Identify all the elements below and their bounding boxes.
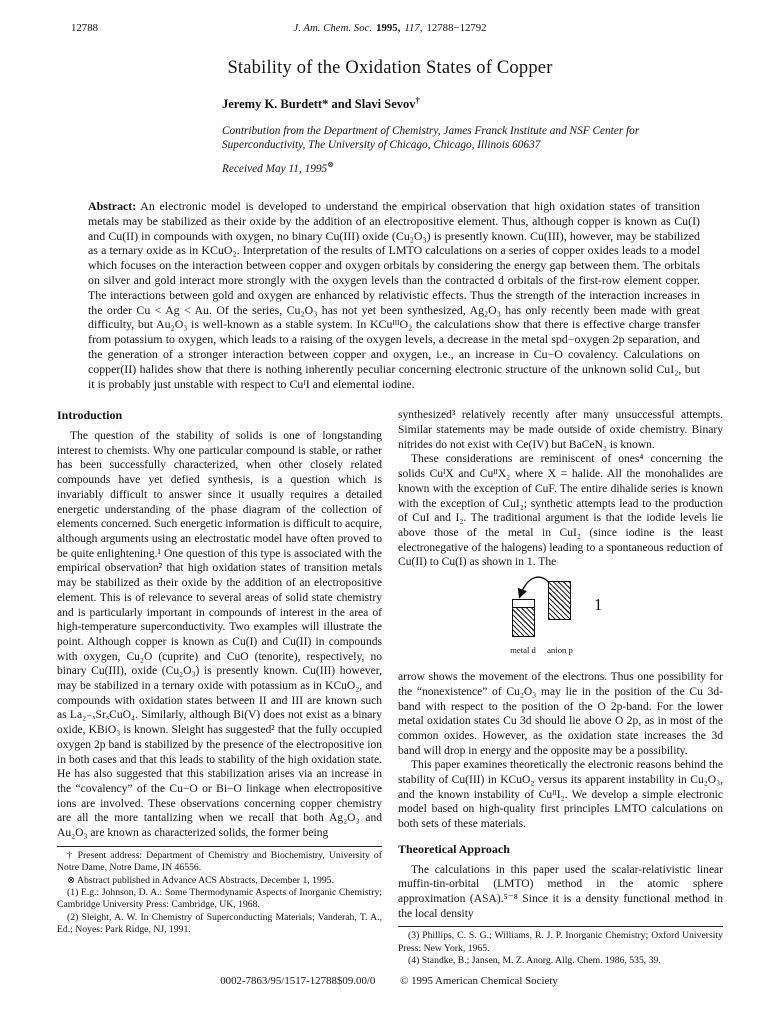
anion-p-label: anion p: [547, 645, 573, 656]
article-code: 0002-7863/95/1517-12788$09.00/0: [220, 975, 376, 987]
author-dagger-mark: †: [415, 94, 420, 105]
copyright-notice: © 1995 American Chemical Society: [400, 975, 558, 987]
journal-citation: [57, 22, 723, 34]
footnote-ref-1: (1) E.g.: Johnson, D. A.: Some Thermodynamic Aspects of Inorganic Chemistry; Cambridge University Press: Cambridge, UK, 1968.: [57, 886, 382, 911]
metal-d-band-box: [512, 599, 535, 637]
left-column: [57, 408, 382, 967]
scheme-number: 1: [594, 595, 603, 615]
footnote-abstract-published: ⊗ Abstract published in Advance ACS Abstracts, December 1, 1995.: [67, 874, 334, 886]
body-paragraph-halides: These considerations are reminiscent of ones⁴ concerning the solids CuᴵX and CuᴵᴵX₂ where X = halide. All the monohalides are known with the exception of CuF. The entire dihalide series is known with the exception of CuI₂; synthetic attempts lead to the production of CuI and I₂. The traditional argument is that the iodide levels lie above those of the metal in CuI₂ (since iodine is the least electronegative of the halogens) leading to a spontaneous reduction of Cu(II) to Cu(I) as shown in 1. The: [398, 453, 723, 569]
abstract-published-mark: ⊗: [327, 160, 334, 170]
author-names: Jeremy K. Burdett* and Slavi Sevov: [222, 97, 416, 111]
footnote-present-address: † Present address: Department of Chemistry and Biochemistry, University of Notre Dame, Notre Dame, IN 46556.: [57, 849, 382, 874]
body-paragraph-this-paper: This paper examines theoretically the electronic reasons behind the stability of Cu(III) in KCuO₂ versus its apparent instability in Cu₂O₃, and the known instability of CuᴵᴵI₂. We develop a simple electronic model based on high-quality first principles LMTO calculations on both sets of these materials.: [398, 759, 723, 831]
article-title: Stability of the Oxidation States of Copper: [227, 58, 553, 78]
section-heading-theoretical-approach: Theoretical Approach: [398, 841, 510, 856]
body-paragraph-arrow: arrow shows the movement of the electrons. Thus one possibility for the “nonexistence” of Cu₂O₃ may lie in the position of the Cu 3d-band with respect to the position of the O 2p-band. For the lower metal oxidation states Cu 3d should lie above O 2p, as in most of the common oxides. However, as the oxidation state increases the 3d band will drop in energy and the opposite may be a possibility.: [398, 671, 723, 757]
author-line: [222, 94, 723, 112]
received-text: Received May 11, 1995: [222, 163, 328, 175]
page-number: 12788: [71, 22, 98, 34]
section-heading-introduction: Introduction: [57, 408, 123, 423]
affiliation: Contribution from the Department of Chemistry, James Franck Institute and NSF Center for Superconductivity, The University of Chicago, Chicago, Illinois 60637: [222, 125, 640, 151]
anion-p-band-box: [548, 581, 571, 620]
intro-paragraph: The question of the stability of solids is one of longstanding interest to chemists. Why one particular compound is stable, or rather has been successfully characterized, when other closely related compounds have yet defied synthesis, is a question which is invariably difficult to answer since it usually requires a detailed energetic understanding of the phase diagram of the collection of elements concerned. Such energetic information is difficult to acquire, although arguments using an electrostatic model have often proved to be quite enlightening.¹ One question of this type is associated with the empirical observation² that high oxidation states of transition metals may be stabilized as their oxide by the addition of an electropositive element. This is of relevance to several areas of solid state chemistry and is particularly important in compounds of interest in the area of high-temperature superconductivity. Two examples will illustrate the point. Although copper is known as Cu(I) and Cu(II) in compounds with oxygen, Cu₂O (cuprite) and CuO (tenorite), respectively, no binary Cu(III), oxide (Cu₂O₃) is presently known. Cu(III) however, may be stabilized in a ternary oxide with potassium as in KCuO₂, and compounds with oxidation states between II and III are known such as La₂₋ₓSrₓCuO₄. Similarly, although Bi(V) does not exist as a binary oxide, KBiO₃ is known. Sleight has suggested² that the fully occupied oxygen 2p band is stabilized by the presence of the electropositive ion in both cases and that this leads to stability of the high oxidation state. He has also suggested that this stabilization arises via an increase in the “covalency” of the Cu−O or Bi−O linkage when electropositive ions are involved. These observations concerning copper chemistry are all the more tantalizing when we recall that both Ag₂O₃ and Au₂O₃ are known as characterized solids, the former being: [57, 430, 382, 840]
theoretical-approach-paragraph: The calculations in this paper used the scalar-relativistic linear muffin-tin-orbital (LMTO) method in the atomic sphere approximation (ASA).⁵⁻⁸ Since it is a density functional method in the local density: [398, 863, 723, 920]
body-paragraph-continued: synthesized³ relatively recently after many unsuccessful attempts. Similar statements may be made outside of oxide chemistry. Binary nitrides do not exist with Ce(IV) but BaCeN₂ is known.: [398, 409, 723, 451]
left-footnote-block: [57, 846, 382, 937]
footnote-ref-2: (2) Sleight, A. W. In Chemistry of Superconducting Materials; Vanderah, T. A., Ed.; Noyes: Park Ridge, NJ, 1991.: [57, 911, 382, 936]
footnote-ref-4: (4) Standke, B.; Jansen, M. Z. Anorg. Allg. Chem. 1986, 535, 39.: [408, 955, 661, 967]
journal-name: J. Am. Chem. Soc.: [293, 22, 373, 34]
footnote-ref-3: (3) Phillips, C. S. G.; Williams, R. J. P. Inorganic Chemistry; Oxford University Press: New York, 1965.: [398, 930, 723, 954]
journal-year: 1995,: [376, 22, 401, 34]
two-column-body: [57, 408, 723, 967]
right-footnote-block: [398, 926, 723, 967]
scheme-1-band-diagram: [398, 572, 723, 667]
right-column: [398, 408, 723, 967]
journal-volume: 117,: [404, 22, 423, 34]
metal-d-label: metal d: [510, 645, 536, 656]
page-content: [57, 0, 723, 968]
journal-pages: 12788−12792: [426, 22, 487, 34]
abstract-text: An electronic model is developed to understand the empirical observation that high oxidation states of transition metals may be stabilized as their oxide by the addition of an electropositive element. Thus, although copper is known as Cu(I) and Cu(II) in compounds with oxygen, no binary Cu(III) oxide (Cu₂O₃) is presently known. Cu(III), however, may be stabilized as a ternary oxide as in KCuO₂. Interpretation of the results of LMTO calculations on a series of copper oxides leads to a model which focuses on the interaction between copper and oxygen orbitals by considering the energy gap between them. The orbitals on silver and gold interact more strongly with the oxygen levels than the contracted d orbitals of the first-row element copper. The interactions between gold and oxygen are enhanced by relativistic effects. Thus the strength of the interaction increases in the order Cu < Ag < Au. Of the series, Cu₂O₃ has not yet been synthesized, Ag₂O₃ has only recently been made with great difficulty, but Au₂O₃ is well-known as a stable system. In KCuᴵᴵᴵO₂ the calculations show that there is effective charge transfer from potassium to oxygen, which leads to a raising of the oxygen levels, a decrease in the metal spd−oxygen 2p separation, and the generation of a stronger interaction between copper and oxygen, i.e., an increase in Cu−O covalency. Calculations on copper(II) halides show that there is nothing inherently peculiar concerning electronic structure of the unknown solid CuI₂, but it is probably just unstable with respect to CuᴵI and elemental iodine.: [88, 199, 700, 391]
abstract: [88, 199, 700, 391]
running-header: [57, 0, 723, 38]
abstract-label: Abstract:: [88, 199, 137, 213]
received-date: [222, 160, 723, 175]
metal-d-band-filled-part: [513, 607, 534, 636]
page-footer: [0, 975, 778, 987]
